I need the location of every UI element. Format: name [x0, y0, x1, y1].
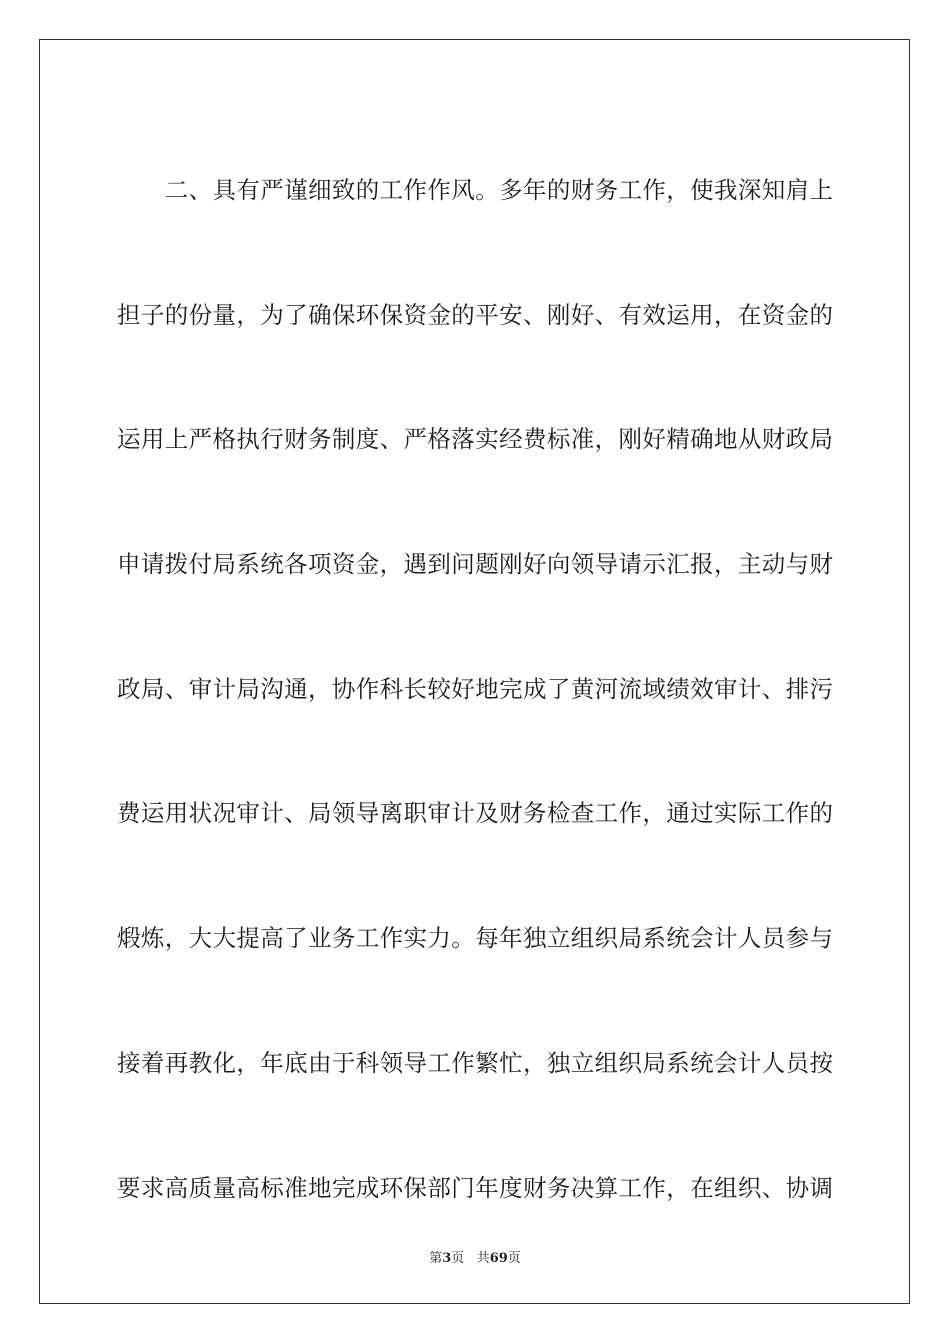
- text-line: 要求高质量高标准地完成环保部门年度财务决算工作，在组织、协调: [117, 1173, 833, 1202]
- page-prefix: 第: [429, 1251, 443, 1266]
- total-suffix: 页: [507, 1251, 521, 1266]
- text-line: 运用上严格执行财务制度、严格落实经费标准，刚好精确地从财政局: [117, 425, 833, 454]
- text-line: 接着再教化，年底由于科领导工作繁忙，独立组织局系统会计人员按: [117, 1048, 833, 1077]
- page-total: 69: [489, 1251, 508, 1266]
- page-footer: [0, 1247, 950, 1266]
- text-line: 担子的份量，为了确保环保资金的平安、刚好、有效运用，在资金的: [117, 300, 833, 329]
- text-line: 费运用状况审计、局领导离职审计及财务检查工作，通过实际工作的: [117, 799, 833, 828]
- body-paragraph: [117, 128, 833, 1250]
- text-line: 煅炼，大大提高了业务工作实力。每年独立组织局系统会计人员参与: [117, 924, 833, 953]
- total-prefix: 共: [476, 1251, 490, 1266]
- text-line: 申请拨付局系统各项资金，遇到问题刚好向领导请示汇报，主动与财: [117, 550, 833, 579]
- page-suffix: 页: [451, 1251, 465, 1266]
- text-line: 二、具有严谨细致的工作作风。多年的财务工作，使我深知肩上: [117, 176, 833, 204]
- page-current: 3: [442, 1251, 452, 1266]
- text-line: 政局、审计局沟通，协作科长较好地完成了黄河流域绩效审计、排污: [117, 674, 833, 703]
